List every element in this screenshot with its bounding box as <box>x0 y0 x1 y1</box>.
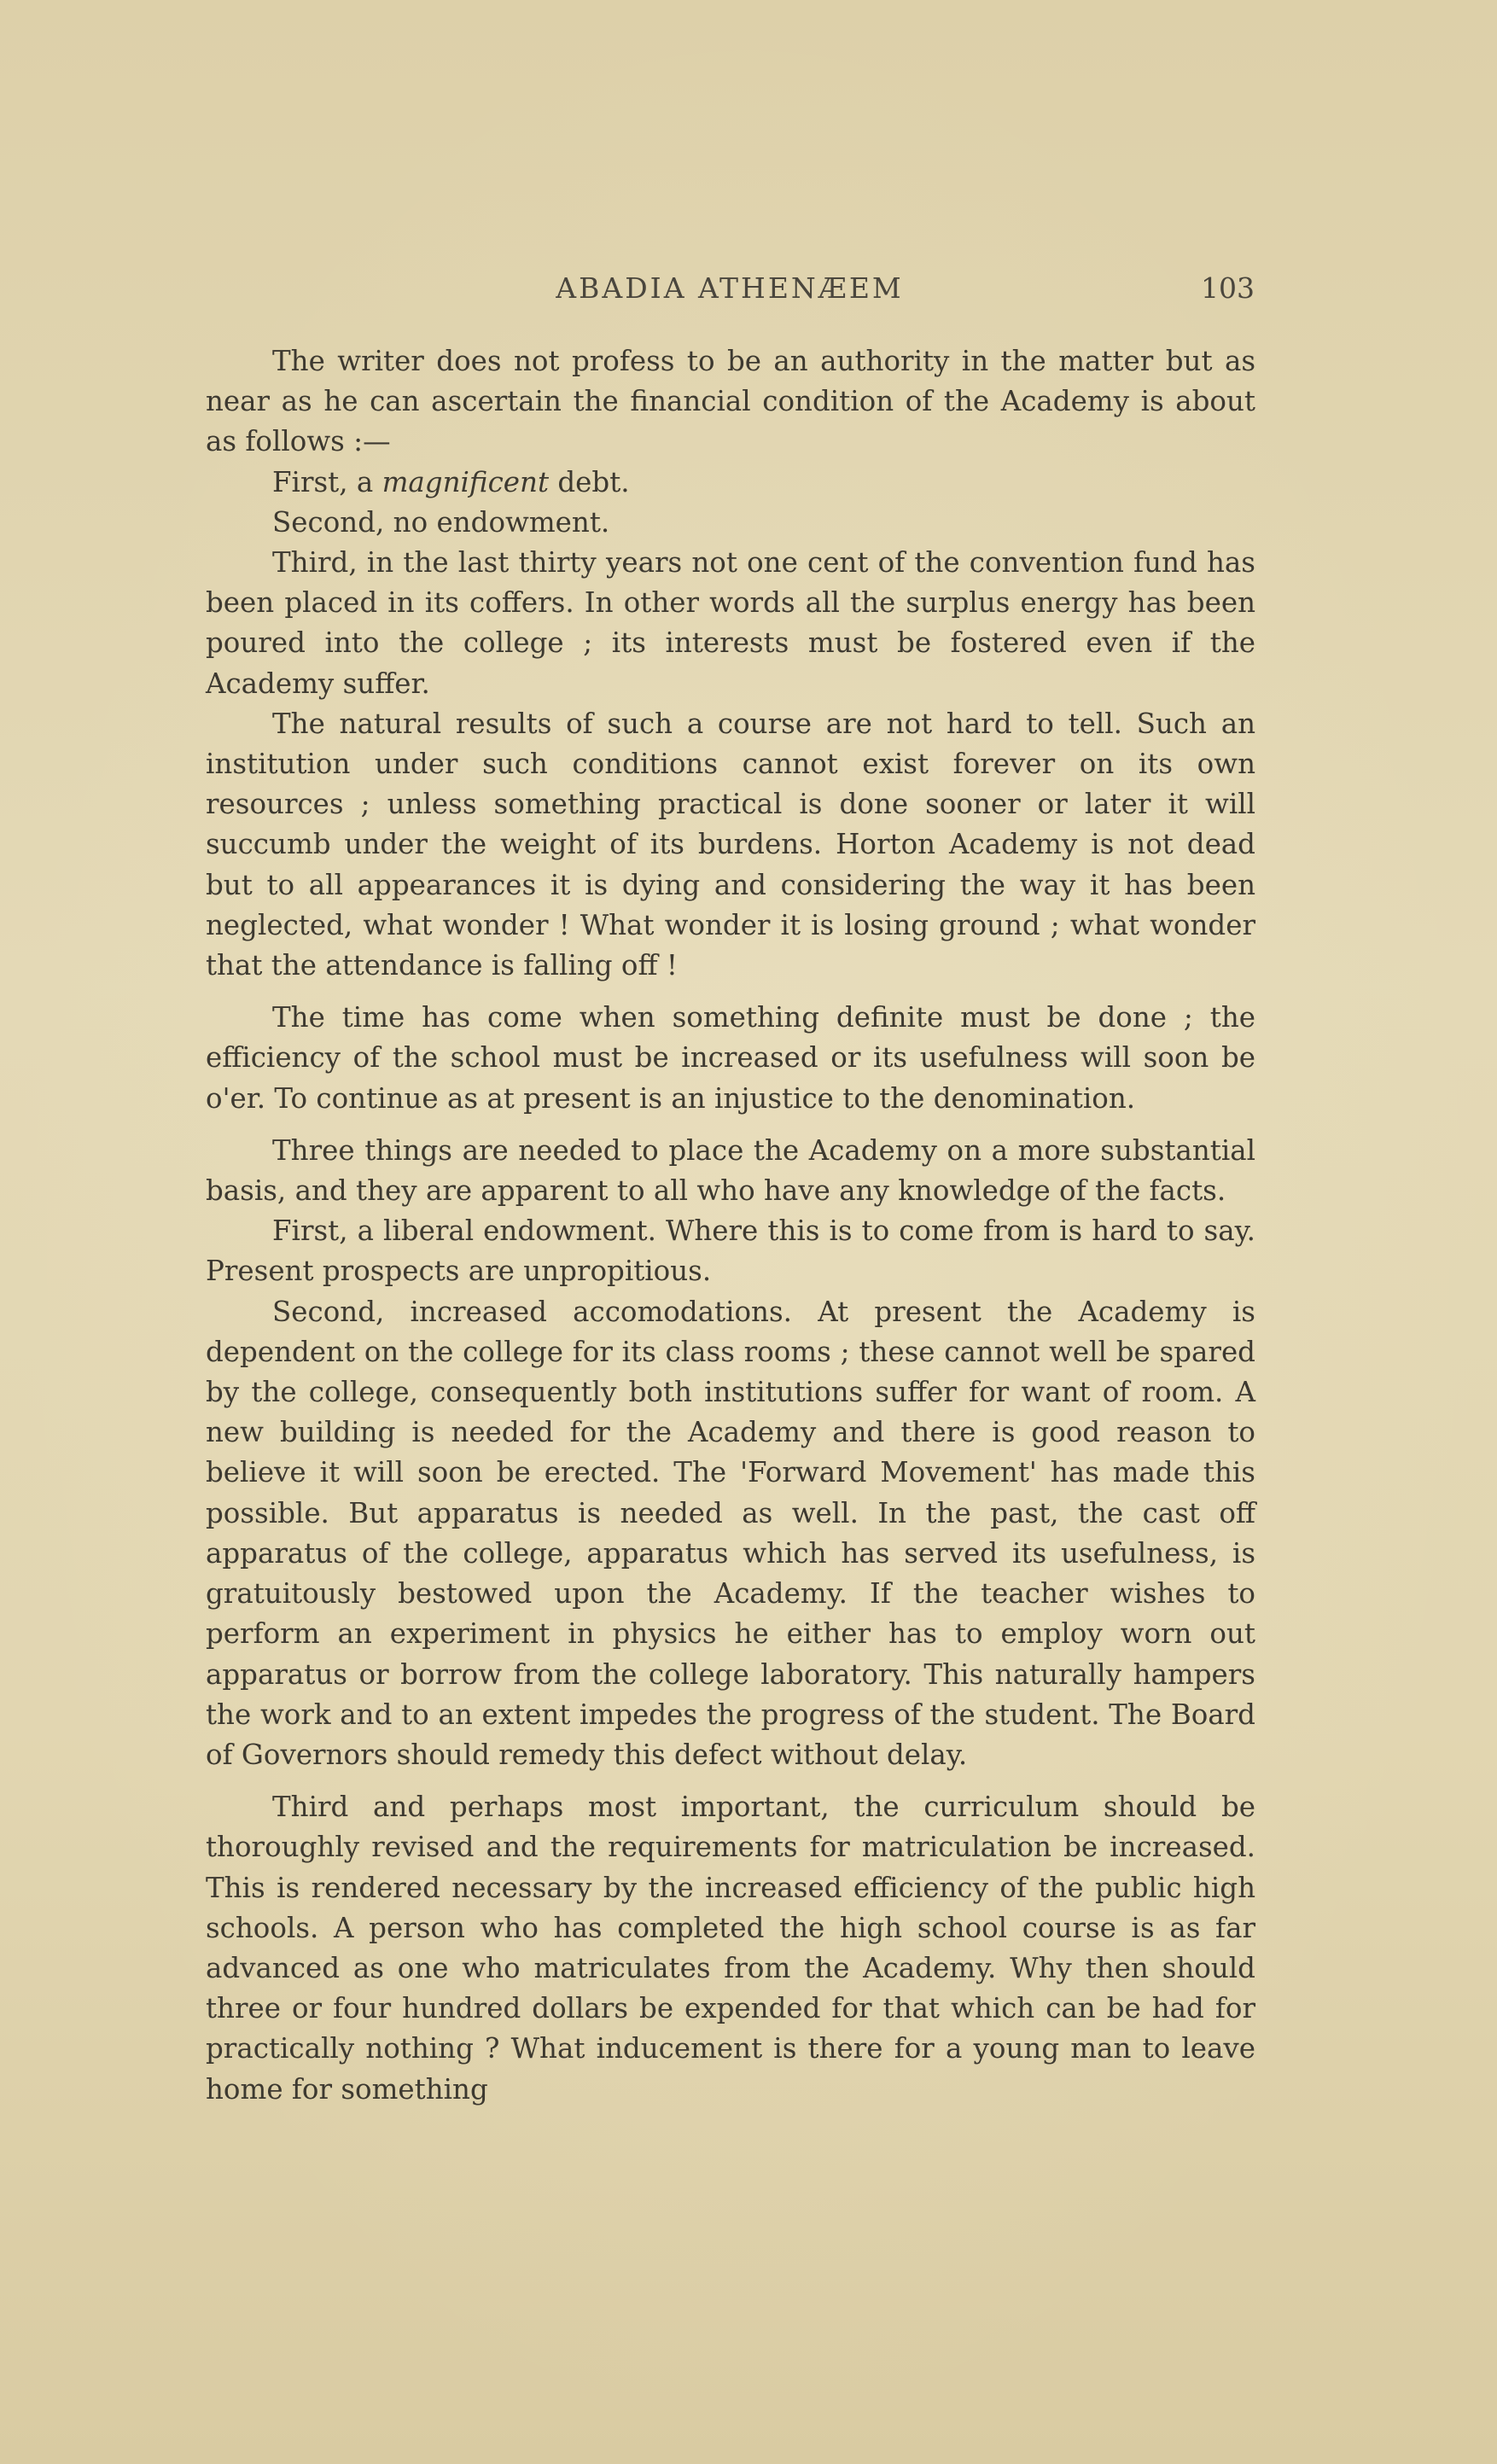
running-title: ABADIA ATHENÆEM <box>556 271 904 305</box>
paragraph-endowment: Second, no endowment. <box>272 505 610 539</box>
emphasis-magnificent: magnificent <box>382 465 550 498</box>
article-body <box>206 341 1255 2110</box>
paragraph-debt <box>206 463 1255 503</box>
paragraph-accomodations: Second, increased accomodations. At present the Academy is dependent on the college for its class rooms ; these cannot well be spared by the college, consequently both institutions suffer for want of room. A new building is needed for the Academy and there is good reason to believe it will soon be erected. The 'Forward Movement' has made this possible. But apparatus is needed as well. In the past, the cast off apparatus of the college, apparatus which has served its usefulness, is gratuitously bestowed upon the Academy. If the teacher wishes to perform an experiment in physics he either has to employ worn out apparatus or borrow from the college laboratory. This naturally hampers the work and to an extent impedes the progress of the student. The Board of Governors should remedy this defect without delay. <box>206 1295 1255 1771</box>
paragraph-intro: The writer does not profess to be an authority in the matter but as near as he can ascertain the financial condition of the Academy is about as follows :— <box>206 345 1255 458</box>
debt-prefix: First, a <box>272 465 382 498</box>
paragraph-curriculum: Third and perhaps most important, the curriculum should be thoroughly revised and the requirements for matriculation be increased. This is rendered necessary by the increased efficiency of the public high schools. A person who has completed the high school course is as far advanced as one who matriculates from the Academy. Why then should three or four hundred dollars be expended for that which can be had for practically nothing ? What inducement is there for a young man to leave home for something <box>206 1791 1255 2106</box>
running-header <box>205 271 1255 309</box>
paragraph-liberal-endowment: First, a liberal endowment. Where this is to come from is hard to say. Present prospects are unpropitious. <box>206 1215 1255 1288</box>
page-number: 103 <box>1201 271 1255 305</box>
paragraph-three-things: Three things are needed to place the Academy on a more substantial basis, and they are apparent to all who have any knowledge of the facts. <box>206 1133 1255 1208</box>
paragraph-convention-fund: Third, in the last thirty years not one cent of the convention fund has been placed in its coffers. In other words all the surplus energy has been poured into the college ; its interests must be fostered even if the Academy suffer. <box>206 546 1255 700</box>
paragraph-natural-results: The natural results of such a course are not hard to tell. Such an institution under such conditions cannot exist forever on its own resources ; unless something practical is done sooner or later it will succumb under the weight of its burdens. Horton Academy is not dead but to all appearances it is dying and considering the way it has been neglected, what wonder ! What wonder it is losing ground ; what wonder that the attendance is falling off ! <box>206 707 1255 982</box>
paragraph-time-has-come: The time has come when something definite must be done ; the efficiency of the school must be increased or its usefulness will soon be o'er. To continue as at present is an injustice to the denomination. <box>206 1001 1255 1115</box>
debt-suffix: debt. <box>549 465 630 498</box>
